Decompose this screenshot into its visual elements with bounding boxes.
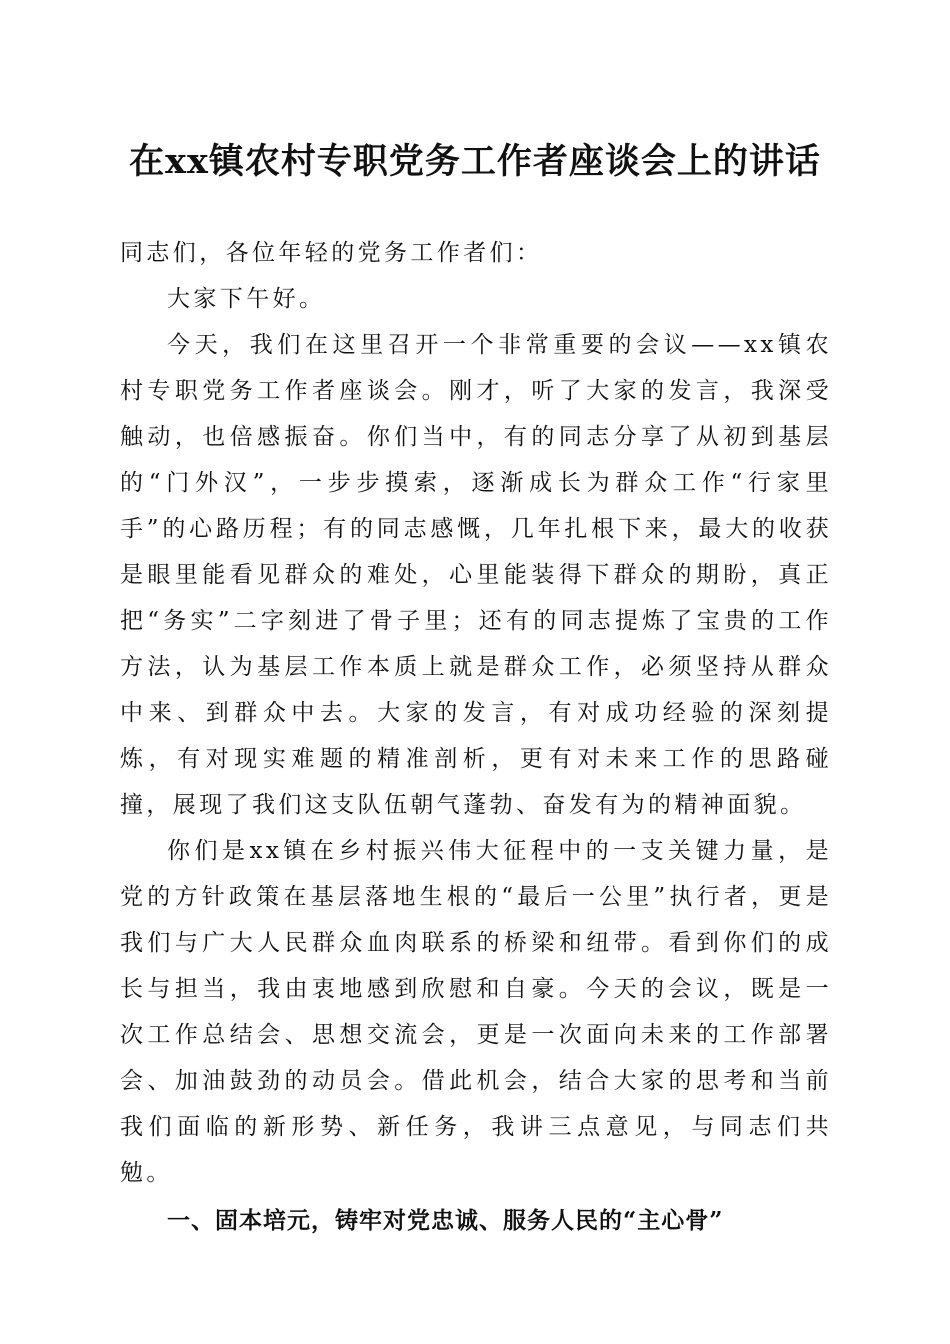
paragraph: 你们是xx镇在乡村振兴伟大征程中的一支关键力量，是党的方针政策在基层落地生根的“最后一公里”执行者，更是我们与广大人民群众血肉联系的桥梁和纽带。看到你们的成长与担当，我由衷地感到欣慰和自豪。今天的会议，既是一次工作总结会、思想交流会，更是一次面向未来的工作部署会、加油鼓劲的动员会。借此机会，结合大家的思考和当前我们面临的新形势、新任务，我讲三点意见，与同志们共勉。 — [120, 838, 832, 1186]
section-heading: 一、固本培元，铸牢对党忠诚、服务人民的“主心骨” — [167, 1207, 724, 1234]
greeting: 大家下午好。 — [167, 286, 326, 312]
document-body — [120, 230, 832, 1244]
document-title: 在xx镇农村专职党务工作者座谈会上的讲话 — [129, 141, 821, 182]
paragraph: 今天，我们在这里召开一个非常重要的会议——xx镇农村专职党务工作者座谈会。刚才，听了大家的发言，我深受触动，也倍感振奋。你们当中，有的同志分享了从初到基层的“门外汉”，一步步摸索，逐渐成长为群众工作“行家里手”的心路历程；有的同志感慨，几年扎根下来，最大的收获是眼里能看见群众的难处，心里能装得下群众的期盼，真正把“务实”二字刻进了骨子里；还有的同志提炼了宝贵的工作方法，认为基层工作本质上就是群众工作，必须坚持从群众中来、到群众中去。大家的发言，有对成功经验的深刻提炼，有对现实难题的精准剖析，更有对未来工作的思路碰撞，展现了我们这支队伍朝气蓬勃、奋发有为的精神面貌。 — [120, 332, 832, 818]
salutation: 同志们，各位年轻的党务工作者们： — [120, 240, 543, 266]
